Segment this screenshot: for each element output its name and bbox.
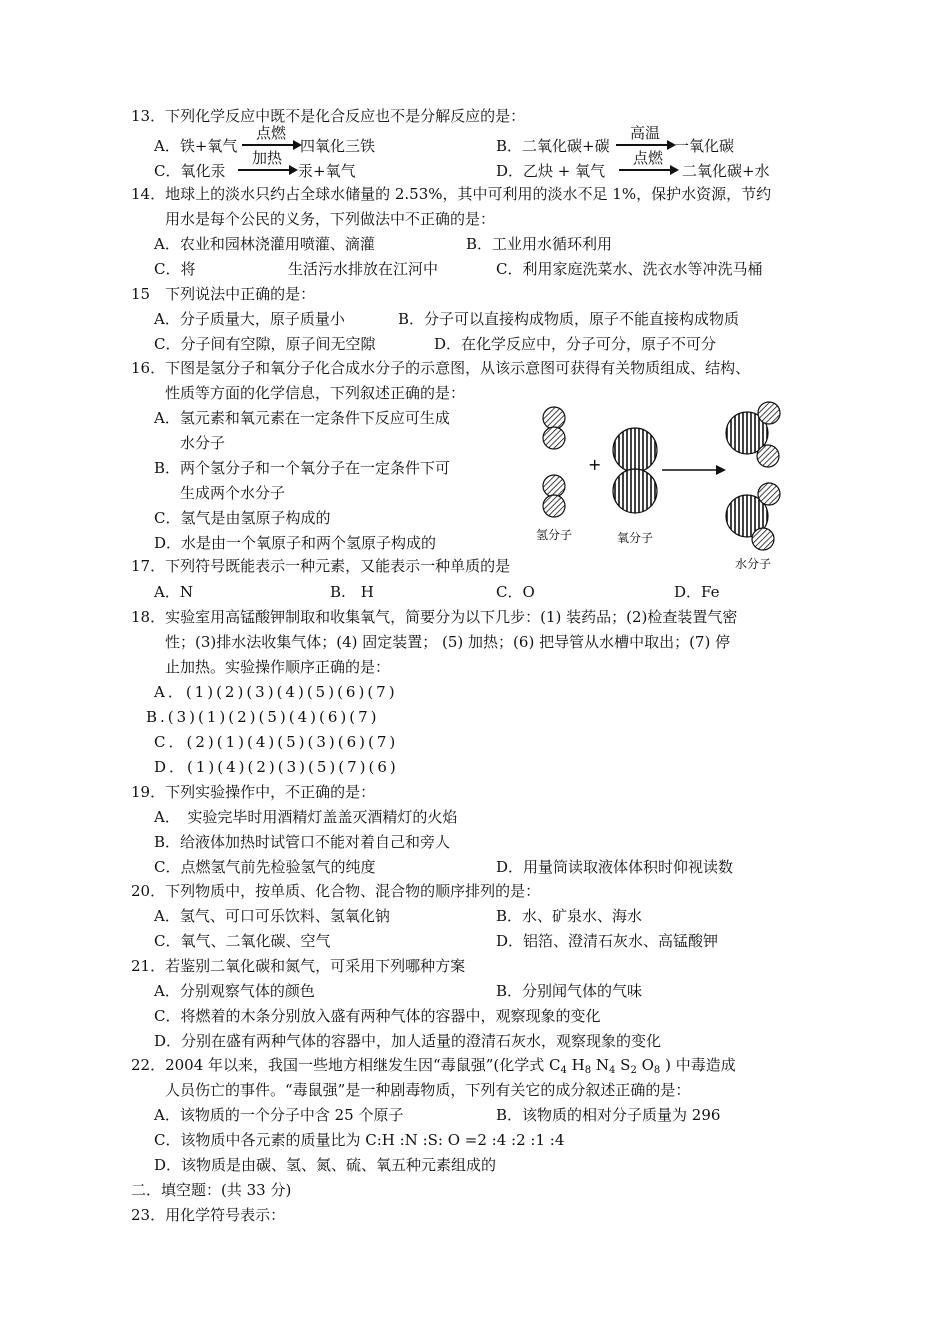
q21-stem: 21．若鉴别二氧化碳和氮气，可采用下列哪种方案 [131, 957, 466, 975]
molecule-reaction-diagram [530, 398, 820, 573]
reaction-arrow [662, 465, 726, 475]
q21-option-c: C．将燃着的木条分别放入盛有两种气体的容器中，观察现象的变化 [154, 1007, 601, 1025]
arrow-shaft [242, 144, 296, 146]
q19-option-c: C．点燃氢气前先检验氢气的纯度 [154, 858, 376, 876]
q22-stem-tail: ) 中毒造成 [665, 1056, 736, 1074]
q15-stem: 15 下列说法中正确的是： [131, 285, 316, 303]
q17-option-d: D．Fe [674, 583, 720, 601]
q18-stem-line2: 性；(3)排水法收集气体；(4) 固定装置； (5) 加热；(6) 把导管从水槽中取出；(7) 停 [165, 633, 731, 651]
q14-option-a: A．农业和园林浇灌用喷灌、滴灌 [154, 235, 375, 253]
q17-option-b: B. H [330, 583, 374, 601]
section-2-heading: 二．填空题：(共 33 分) [131, 1181, 292, 1199]
q13-option-a-condition: 点燃 [255, 124, 286, 142]
q13-stem: 13．下列化学反应中既不是化合反应也不是分解反应的是： [131, 107, 526, 125]
q20-stem: 20．下列物质中，按单质、化合物、混合物的顺序排列的是： [131, 882, 541, 900]
arrow-shaft [619, 169, 673, 171]
plus-sign: + [588, 455, 602, 474]
q22-option-b: B．该物质的相对分子质量为 296 [496, 1106, 721, 1124]
q18-option-c: C．(2)(1)(4)(5)(3)(6)(7) [154, 733, 399, 751]
oxygen-molecule-label: 氧分子 [617, 531, 654, 545]
q14-stem-line2: 用水是每个公民的义务，下列做法中不正确的是： [165, 210, 496, 228]
q22-option-a: A．该物质的一个分子中含 25 个原子 [154, 1106, 404, 1124]
water-molecule-label: 水分子 [735, 557, 772, 571]
q20-option-b: B．水、矿泉水、海水 [496, 907, 643, 925]
q13-option-b-condition: 高温 [629, 124, 660, 142]
q15-option-d: D．在化学反应中，分子可分，原子不可分 [434, 335, 717, 353]
q18-option-d: D．(1)(4)(2)(3)(5)(7)(6) [154, 758, 399, 776]
hydrogen-molecule-2 [543, 475, 565, 517]
water-molecule-2 [726, 483, 780, 550]
q22-option-d: D．该物质是由碳、氢、氮、硫、氧五种元素组成的 [154, 1156, 497, 1174]
q18-option-b: B.(3)(1)(2)(5)(4)(6)(7) [146, 708, 380, 726]
q19-option-b: B．给液体加热时试管口不能对着自己和旁人 [154, 833, 451, 851]
q14-option-d: C．利用家庭洗菜水、洗衣水等冲洗马桶 [496, 260, 763, 278]
q15-option-a: A．分子质量大，原子质量小 [154, 310, 345, 328]
q16-option-a-line2: 水分子 [180, 434, 226, 452]
q16-option-d: D．水是由一个氧原子和两个氢原子构成的 [154, 534, 437, 552]
q21-option-a: A．分别观察气体的颜色 [154, 982, 315, 1000]
q22-option-c: C．该物质中各元素的质量比为 C:H :N :S: O =2 :4 :2 :1 :4 [154, 1131, 565, 1149]
q22-stem-line1 [131, 1055, 736, 1081]
q22-stem-line2: 人员伤亡的事件。“毒鼠强”是一种剧毒物质，下列有关它的成分叙述正确的是： [165, 1081, 691, 1099]
q13-option-b-left: B．二氧化碳+碳 [496, 137, 610, 155]
q20-option-d: D．铝箔、澄清石灰水、高锰酸钾 [496, 932, 719, 950]
q13-option-a-left: A．铁+氧气 [154, 137, 238, 155]
q16-option-b-line2: 生成两个水分子 [180, 484, 286, 502]
water-molecule-1 [726, 402, 780, 467]
q16-option-c: C．氢气是由氢原子构成的 [154, 509, 331, 527]
arrow-shaft [238, 169, 292, 171]
q19-option-d: D．用量筒读取液体体积时仰视读数 [496, 858, 734, 876]
q17-stem: 17．下列符号既能表示一种元素，又能表示一种单质的是 [131, 557, 511, 575]
hydrogen-molecule-1 [543, 407, 565, 449]
q15-option-b: B．分子可以直接构成物质，原子不能直接构成物质 [398, 310, 740, 328]
q13-option-d-left: D．乙炔 + 氧气 [496, 162, 606, 180]
q15-option-c: C．分子间有空隙，原子间无空隙 [154, 335, 376, 353]
hydrogen-molecule-label: 氢分子 [536, 528, 573, 542]
q17-option-c: C．O [496, 583, 535, 601]
q16-stem-line1: 16．下图是氢分子和氧分子化合成水分子的示意图，从该示意图可获得有关物质组成、结构、 [131, 359, 751, 377]
arrow-head-icon [670, 165, 679, 175]
q19-option-a: A． 实验完毕时用酒精灯盖盖灭酒精灯的火焰 [154, 808, 458, 826]
q13-option-d-condition: 点燃 [632, 149, 663, 167]
q16-option-a-line1: A．氢元素和氧元素在一定条件下反应可生成 [154, 409, 450, 427]
q14-option-c-part1: C．将 [154, 260, 196, 278]
q13-option-d-arrow [617, 149, 679, 179]
q21-option-b: B．分别闻气体的气味 [496, 982, 643, 1000]
q13-option-c-arrow [236, 149, 298, 179]
q14-option-b: B．工业用水循环利用 [466, 235, 613, 253]
q19-stem: 19．下列实验操作中，不正确的是： [131, 783, 376, 801]
q18-stem-line1: 18．实验室用高锰酸钾制取和收集氧气，简要分为以下几步：(1) 装药品；(2)检查装置气密 [131, 608, 738, 626]
q16-option-b-line1: B．两个氢分子和一个氧分子在一定条件下可 [154, 459, 451, 477]
q14-stem-line1: 14．地球上的淡水只约占全球水储量的 2.53%，其中可利用的淡水不足 1%，保护水资源，节约 [131, 185, 772, 203]
q13-option-b-right: 一氧化碳 [674, 137, 735, 155]
q13-option-d-right: 二氧化碳+水 [682, 162, 770, 180]
q13-option-a-right: 四氧化三铁 [300, 137, 376, 155]
q22-stem-lead: 22．2004 年以来，我国一些地方相继发生因“毒鼠强”(化学式 [131, 1056, 549, 1074]
chemical-formula: $C_4$ $H_8$ $N_4$ $S_2$ $O_8$ [549, 1056, 661, 1076]
q18-option-a: A．(1)(2)(3)(4)(5)(6)(7) [154, 683, 398, 701]
q14-option-c-part2: 生活污水排放在江河中 [288, 260, 439, 278]
q16-stem-line2: 性质等方面的化学信息，下列叙述正确的是： [165, 384, 466, 402]
arrow-shaft [616, 144, 670, 146]
q17-option-a: A．N [154, 583, 193, 601]
oxygen-molecule [613, 428, 657, 513]
q13-option-c-condition: 加热 [251, 149, 282, 167]
q13-option-c-right: 汞+氧气 [298, 162, 356, 180]
q20-option-a: A．氢气、可口可乐饮料、氢氧化钠 [154, 907, 390, 925]
q18-stem-line3: 止加热。实验操作顺序正确的是： [165, 658, 391, 676]
q23-stem: 23．用化学符号表示： [131, 1206, 286, 1224]
arrow-head-icon [289, 165, 298, 175]
q21-option-d: D．分别在盛有两种气体的容器中，加人适量的澄清石灰水，观察现象的变化 [154, 1032, 662, 1050]
q20-option-c: C．氧气、二氧化碳、空气 [154, 932, 331, 950]
q13-option-c-left: C．氧化汞 [154, 162, 226, 180]
